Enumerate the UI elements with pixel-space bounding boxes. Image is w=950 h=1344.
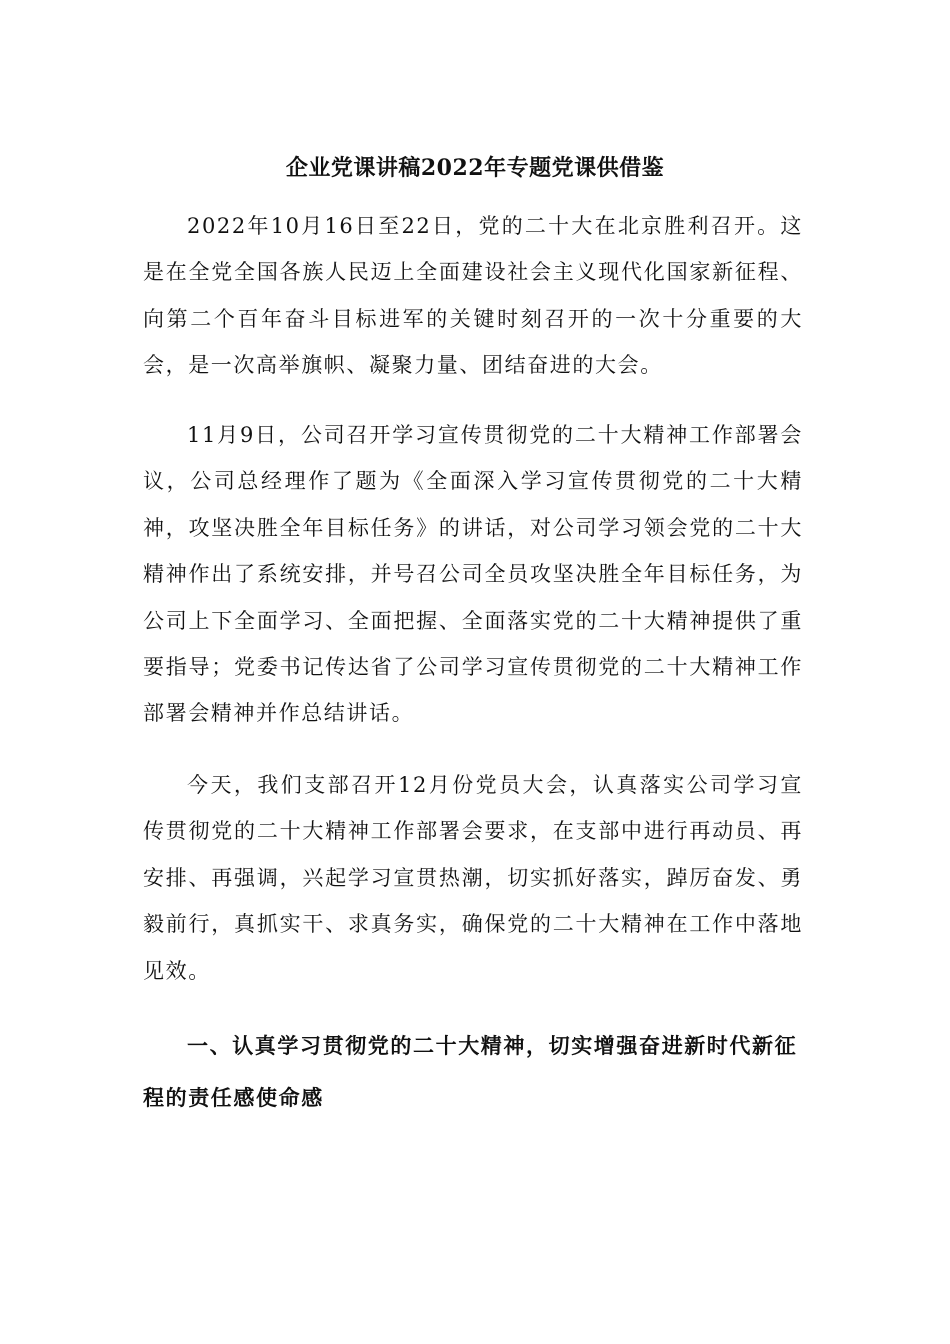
document-title: 企业党课讲稿2022年专题党课供借鉴 [285,155,665,181]
paragraph-3: 今天，我们支部召开12月份党员大会，认真落实公司学习宣传贯彻党的二十大精神工作部署会要求，在支部中进行再动员、再安排、再强调，兴起学习宣贯热潮，切实抓好落实，踔厉奋发、勇毅前行，真抓实干、求真务实，确保党的二十大精神在工作中落地见效。 [143,773,803,983]
section-heading: 一、认真学习贯彻党的二十大精神，切实增强奋进新时代新征程的责任感使命感 [143,1033,798,1110]
paragraph-2: 11月9日，公司召开学习宣传贯彻党的二十大精神工作部署会议，公司总经理作了题为《全面深入学习宣传贯彻党的二十大精神，攻坚决胜全年目标任务》的讲话，对公司学习领会党的二十大精神作出了系统安排，并号召公司全员攻坚决胜全年目标任务，为公司上下全面学习、全面把握、全面落实党的二十大精神提供了重要指导；党委书记传达省了公司学习宣传贯彻党的二十大精神工作部署会精神并作总结讲话。 [143,423,803,726]
paragraph-1: 2022年10月16日至22日，党的二十大在北京胜利召开。这是在全党全国各族人民迈上全面建设社会主义现代化国家新征程、向第二个百年奋斗目标进军的关键时刻召开的一次十分重要的大会，是一次高举旗帜、凝聚力量、团结奋进的大会。 [143,214,803,378]
